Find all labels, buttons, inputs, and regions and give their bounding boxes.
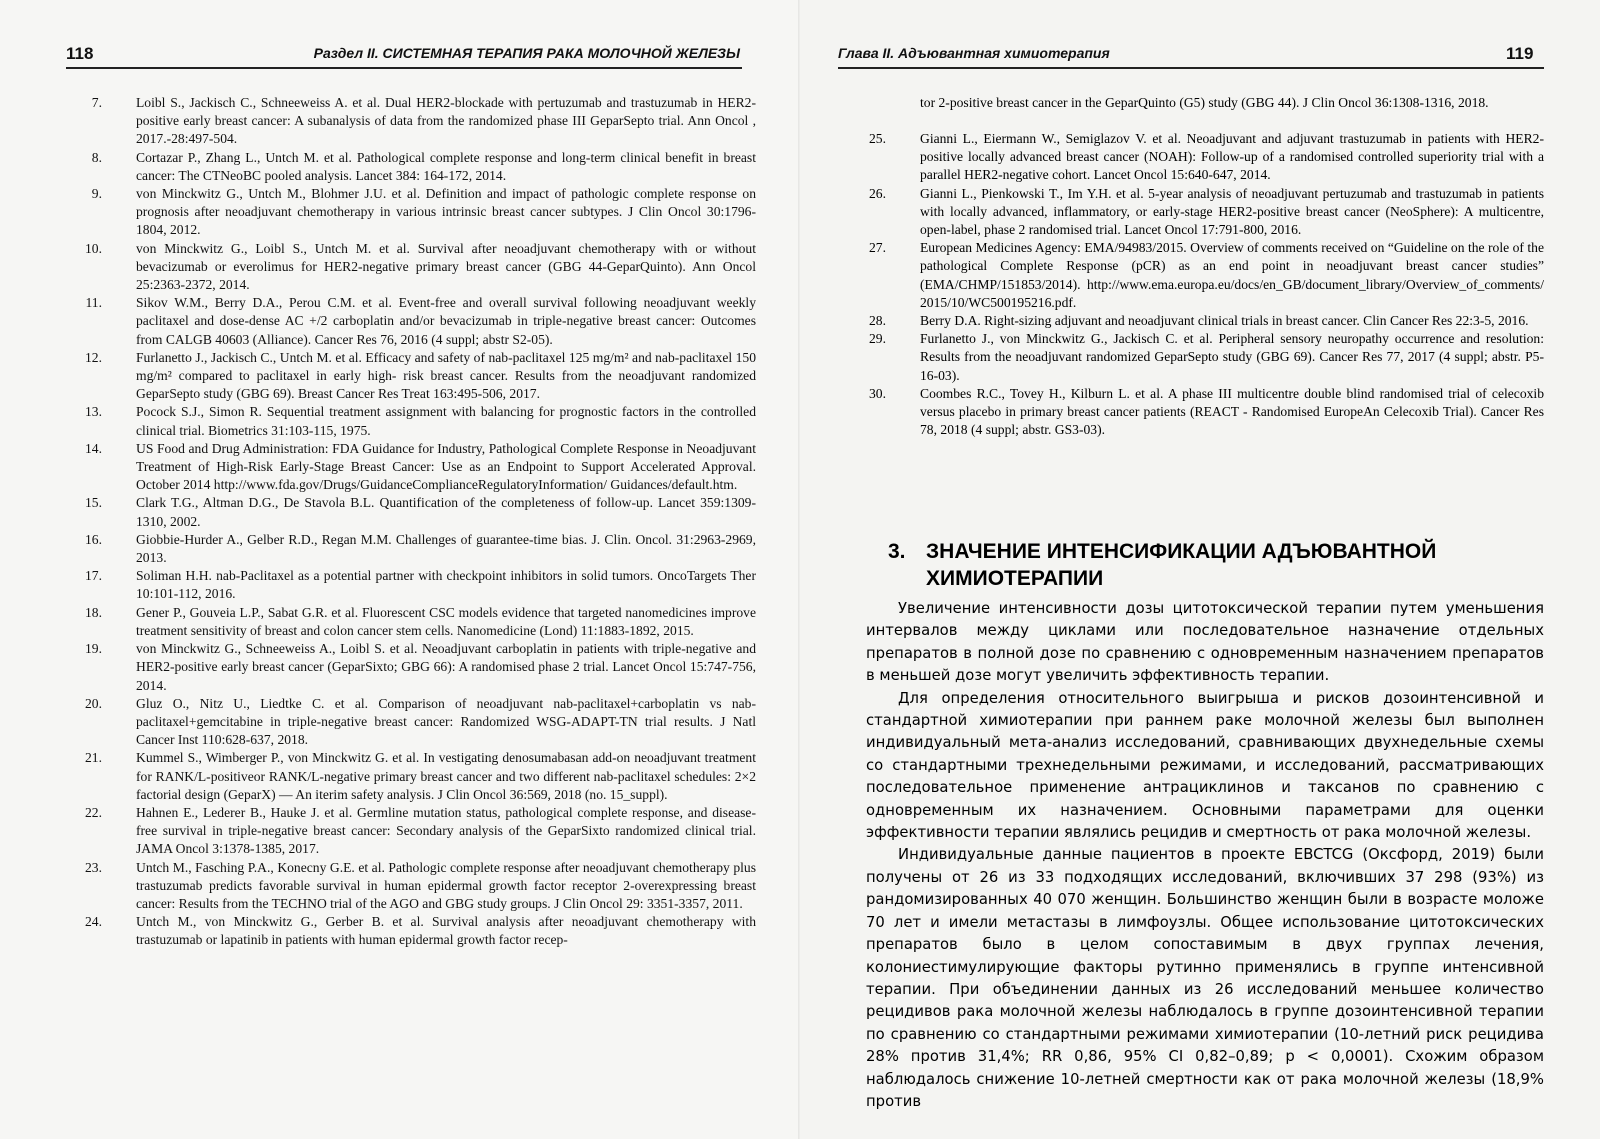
running-header-left: Раздел II. СИСТЕМНАЯ ТЕРАПИЯ РАКА МОЛОЧНОЙ ЖЕЛЕЗЫ: [313, 45, 740, 61]
reference-text: Furlanetto J., Jackisch C., Untch M. et al. Efficacy and safety of nab-paclitaxel 125 mg/m² and nab-paclitaxel 150 mg/m² compared to paclitaxel in early high- risk breast cancer. Results from the neoadjuvant randomized GeparSepto study (GBG 69). Breast Cancer Res Treat 163:495-506, 2017.: [136, 349, 756, 402]
reference-item: [854, 312, 1544, 330]
reference-number: 26.: [869, 185, 886, 201]
reference-text: Loibl S., Jackisch C., Schneeweiss A. et al. Dual HER2-blockade with pertuzumab and trastuzumab in HER2-positive early breast cancer: A subanalysis of data from the randomized phase III GeparSepto trial. Ann Oncol , 2017.-28:497-504.: [136, 95, 756, 147]
reference-text: von Minckwitz G., Schneeweiss A., Loibl S. et al. Neoadjuvant carboplatin in patients with triple-negative and HER2-positive early breast cancer (GeparSixto; GBG 66): A randomised phase 2 trial. Lancet Oncol 15:747-756, 2014.: [136, 641, 756, 693]
reference-item: [85, 804, 756, 859]
reference-item: [91, 185, 756, 240]
reference-item: [85, 604, 756, 640]
body-paragraph: Увеличение интенсивности дозы цитотоксической терапии путем уменьшения интервалов между циклами или последовательное назначение отдельных препаратов в полной дозе по сравнению с одновременным назначением препаратов в меньшей дозе могут увеличить эффективность терапии.: [866, 600, 1544, 685]
reference-number: 14.: [85, 440, 102, 456]
reference-number: 24.: [85, 914, 102, 930]
reference-item: [91, 149, 756, 185]
page-number-left: 118: [66, 44, 94, 63]
reference-text: Coombes R.C., Tovey H., Kilburn L. et al. A phase III multicentre double blind randomised trial of celecoxib versus placebo in primary breast cancer patients (REACT - Randomised EuropeAn Celecoxib Trial). Cancer Res 78, 2018 (4 suppl; abstr. GS3-03).: [920, 385, 1544, 438]
reference-number: 7.: [91, 95, 102, 110]
reference-text: Gluz O., Nitz U., Liedtke C. et al. Comparison of neoadjuvant nab-paclitaxel+carboplatin vs nab-paclitaxel+gemcitabine in triple-negative breast cancer: Randomized WSG-ADAPT-TN trial results. J Natl Cancer Inst 110:628-637, 2018.: [136, 695, 756, 748]
reference-text: Soliman H.H. nab-Paclitaxel as a potential partner with checkpoint inhibitors in solid tumors. OncoTargets Ther 10:101-112, 2016.: [136, 568, 756, 602]
body-paragraph: Для определения относительного выигрыша и рисков дозоинтенсивной и стандартной химиотерапии при раннем раке молочной железы был выполнен индивидуальный мета-анализ исследований, сравнивающих двухнедельные схемы со стандартными трехнедельными режимами, и исследований, рассматривающих последовательное применение антрациклинов и таксанов по сравнению с одновременным их назначением. Основными параметрами для оценки эффективности терапии являлись рецидив и смертность от рака молочной железы.: [866, 689, 1544, 842]
reference-24-continued: tor 2-positive breast cancer in the GeparQuinto (G5) study (GBG 44). J Clin Oncol 36:1308-1316, 2018.: [920, 95, 1489, 110]
reference-number: 18.: [85, 604, 102, 620]
reference-text: von Minckwitz G., Untch M., Blohmer J.U. et al. Definition and impact of pathologic complete response on prognosis after neoadjuvant chemotherapy in various intrinsic breast cancer subtypes. J Clin Oncol 30:1796-1804, 2012.: [136, 186, 756, 238]
reference-number: 27.: [869, 240, 886, 256]
reference-number: 28.: [869, 313, 886, 329]
header-rule-right: [838, 67, 1544, 69]
reference-item: [85, 403, 756, 439]
reference-item: [854, 185, 1544, 240]
reference-number: 17.: [85, 568, 102, 584]
reference-item: [854, 239, 1544, 312]
reference-number: 10.: [85, 240, 102, 256]
reference-text: Gianni L., Pienkowski T., Im Y.H. et al. 5-year analysis of neoadjuvant pertuzumab and trastuzumab in patients with locally advanced, inflammatory, or early-stage HER2-positive breast cancer (NeoSphere): A multicentre, open-label, phase 2 randomised trial. Lancet Oncol 17:791-800, 2016.: [920, 185, 1544, 238]
reference-text: US Food and Drug Administration: FDA Guidance for Industry, Pathological Complete Response in Neoadjuvant Treatment of High-Risk Early-Stage Breast Cancer: Use as an Endpoint to Support Accelerated Approval. October 2014 http://www.fda.gov/Drugs/GuidanceComplianceRegulatoryInformation/ Guidances/default.htm.: [136, 440, 756, 493]
reference-number: 30.: [869, 385, 886, 401]
reference-number: 25.: [869, 131, 886, 146]
reference-text: Gener P., Gouveia L.P., Sabat G.R. et al. Fluorescent CSC models evidence that targeted nanomedicines improve treatment sensitivity of breast and colon cancer stem cells. Nanomedicine (Lond) 11:1883-1892, 2015.: [136, 604, 756, 638]
reference-number: 12.: [85, 349, 102, 365]
running-header-right: Глава II. Адъювантная химиотерапия: [838, 45, 1110, 61]
reference-text: Gianni L., Eiermann W., Semiglazov V. et al. Neoadjuvant and adjuvant trastuzumab in patients with HER2-positive locally advanced breast cancer (NOAH): Follow-up of a randomised controlled superiority trial with a parallel HER2-negative cohort. Lancet Oncol 15:640-647, 2014.: [920, 131, 1544, 183]
reference-text: Kummel S., Wimberger P., von Minckwitz G. et al. In vestigating denosumabasan add-on neoadjuvant treatment for RANK/L-positiveor RANK/L-negative primary breast cancer and two different nab-paclitaxel schedules: 2×2 factorial design (GeparX) — An iterim safety analysis. J Clin Oncol 36:569, 2018 (no. 15_suppl).: [136, 750, 756, 802]
reference-text: Pocock S.J., Simon R. Sequential treatment assignment with balancing for prognostic factors in the controlled clinical trial. Biometrics 31:103-115, 1975.: [136, 404, 756, 438]
reference-number: 13.: [85, 404, 102, 420]
reference-text: Hahnen E., Lederer B., Hauke J. et al. Germline mutation status, pathological complete response, and disease-free survival in triple-negative breast cancer: Secondary analysis of the GeparSixto randomized clinical trial. JAMA Oncol 3:1378-1385, 2017.: [136, 804, 756, 857]
reference-list-right: [854, 130, 1544, 439]
reference-list-left: [85, 94, 756, 950]
reference-item: [85, 913, 756, 949]
reference-text: Cortazar P., Zhang L., Untch M. et al. Pathological complete response and long-term clinical benefit in breast cancer: The CTNeoBC pooled analysis. Lancet 384: 164-172, 2014.: [136, 149, 756, 183]
reference-item: [85, 240, 756, 295]
reference-continuation: [920, 94, 1544, 112]
body-paragraph: Индивидуальные данные пациентов в проекте EBCTCG (Оксфорд, 2019) были получены от 26 из 33 подходящих исследований, включивших 37 298 (93%) из рандомизированных 40 070 женщин. Большинство женщин были в возрасте моложе 70 лет и имели метастазы в лимфоузлы. Общее использование цитотоксических препаратов было в целом сопоставимым в двух группах лечения, колониестимулирующие факторы рутинно применялись в группе интенсивной терапии. При объединении данных из 26 исследований меньшее количество рецидивов рака молочной железы наблюдалось в группе дозоинтенсивной терапии по сравнению со стандартными режимами химиотерапии (10-летний риск рецидива 28% против 31,4%; RR 0,86, 95% CI 0,82–0,89; p < 0,0001). Схожим образом наблюдалось снижение 10-летней смертности как от рака молочной железы (18,9% против: [866, 846, 1544, 1110]
reference-item: [85, 349, 756, 404]
reference-number: 11.: [85, 295, 102, 311]
reference-text: Clark T.G., Altman D.G., De Stavola B.L. Quantification of the completeness of follow-up. Lancet 359:1309-1310, 2002.: [136, 495, 756, 529]
reference-item: [854, 385, 1544, 440]
reference-text: European Medicines Agency: EMA/94983/2015. Overview of comments received on “Guideline on the role of the pathological Complete Response (pCR) as an end point in neoadjuvant breast cancer studies” (EMA/CHMP/151853/2014). http://www.ema.europa.eu/docs/en_GB/document_library/Overview_of_comments/ 2015/10/WC500195216.pdf.: [920, 240, 1544, 310]
reference-item: [85, 695, 756, 750]
section-title-line2: ХИМИОТЕРАПИИ: [926, 567, 1104, 590]
reference-number: 21.: [85, 750, 102, 766]
reference-item: [854, 330, 1544, 385]
section-title-line1: ЗНАЧЕНИЕ ИНТЕНСИФИКАЦИИ АДЪЮВАНТНОЙ: [926, 540, 1437, 563]
reference-item: [85, 567, 756, 603]
reference-item: [85, 749, 756, 804]
reference-number: 29.: [869, 331, 886, 347]
reference-number: 23.: [85, 859, 102, 875]
reference-item: [854, 130, 1544, 185]
reference-text: Furlanetto J., von Minckwitz G., Jackisch C. et al. Peripheral sensory neuropathy occurrence and resolution: Results from the neoadjuvant randomized GeparSepto study (GBG 69). Cancer Res 77, 2017 (4 suppl; abstr. P5-16-03).: [920, 331, 1544, 383]
reference-item: [85, 859, 756, 914]
reference-number: 22.: [85, 804, 102, 820]
reference-number: 19.: [85, 641, 102, 657]
section-body: [866, 598, 1544, 1113]
reference-text: Sikov W.M., Berry D.A., Perou C.M. et al. Event-free and overall survival following neoadjuvant weekly paclitaxel and dose-dense AC +/2 carboplatin and/or bevacizumab in triple-negative breast cancer: Outcomes from CALGB 40603 (Alliance). Cancer Res 76, 2016 (4 suppl; abstr S2-05).: [136, 295, 756, 347]
reference-number: 16.: [85, 531, 102, 547]
reference-item: [85, 440, 756, 495]
reference-text: Untch M., Fasching P.A., Konecny G.E. et al. Pathologic complete response after neoadjuvant chemotherapy plus trastuzumab predicts favorable survival in human epidermal growth factor receptor 2-overexpressing breast cancer: Results from the TECHNO trial of the AGO and GBG study groups. J Clin Oncol 29: 3351-3357, 2011.: [136, 859, 756, 911]
reference-item: [85, 494, 756, 530]
reference-text: Untch M., von Minckwitz G., Gerber B. et al. Survival analysis after neoadjuvant chemotherapy with trastuzumab or lapatinib in patients with human epidermal growth factor recep-: [136, 914, 756, 948]
reference-item: [91, 94, 756, 149]
reference-number: 8.: [91, 149, 102, 165]
reference-item: [85, 640, 756, 695]
header-rule-left: [66, 67, 742, 69]
page-number-right: 119: [1506, 44, 1534, 63]
reference-item: [85, 294, 756, 349]
reference-text: Giobbie-Hurder A., Gelber R.D., Regan M.M. Challenges of guarantee-time bias. J. Clin. Oncol. 31:2963-2969, 2013.: [136, 531, 756, 566]
reference-number: 20.: [85, 695, 102, 711]
reference-item: [85, 531, 756, 567]
section-heading: [888, 538, 1548, 592]
reference-number: 9.: [91, 186, 102, 202]
reference-text: Berry D.A. Right-sizing adjuvant and neoadjuvant clinical trials in breast cancer. Clin Cancer Res 22:3-5, 2016.: [920, 313, 1529, 329]
reference-text: von Minckwitz G., Loibl S., Untch M. et al. Survival after neoadjuvant chemotherapy with or without bevacizumab or everolimus for HER2-negative primary breast cancer (GBG 44-GeparQuinto). Ann Oncol 25:2363-2372, 2014.: [136, 240, 756, 293]
section-number: 3.: [888, 540, 906, 563]
reference-number: 15.: [85, 495, 102, 511]
